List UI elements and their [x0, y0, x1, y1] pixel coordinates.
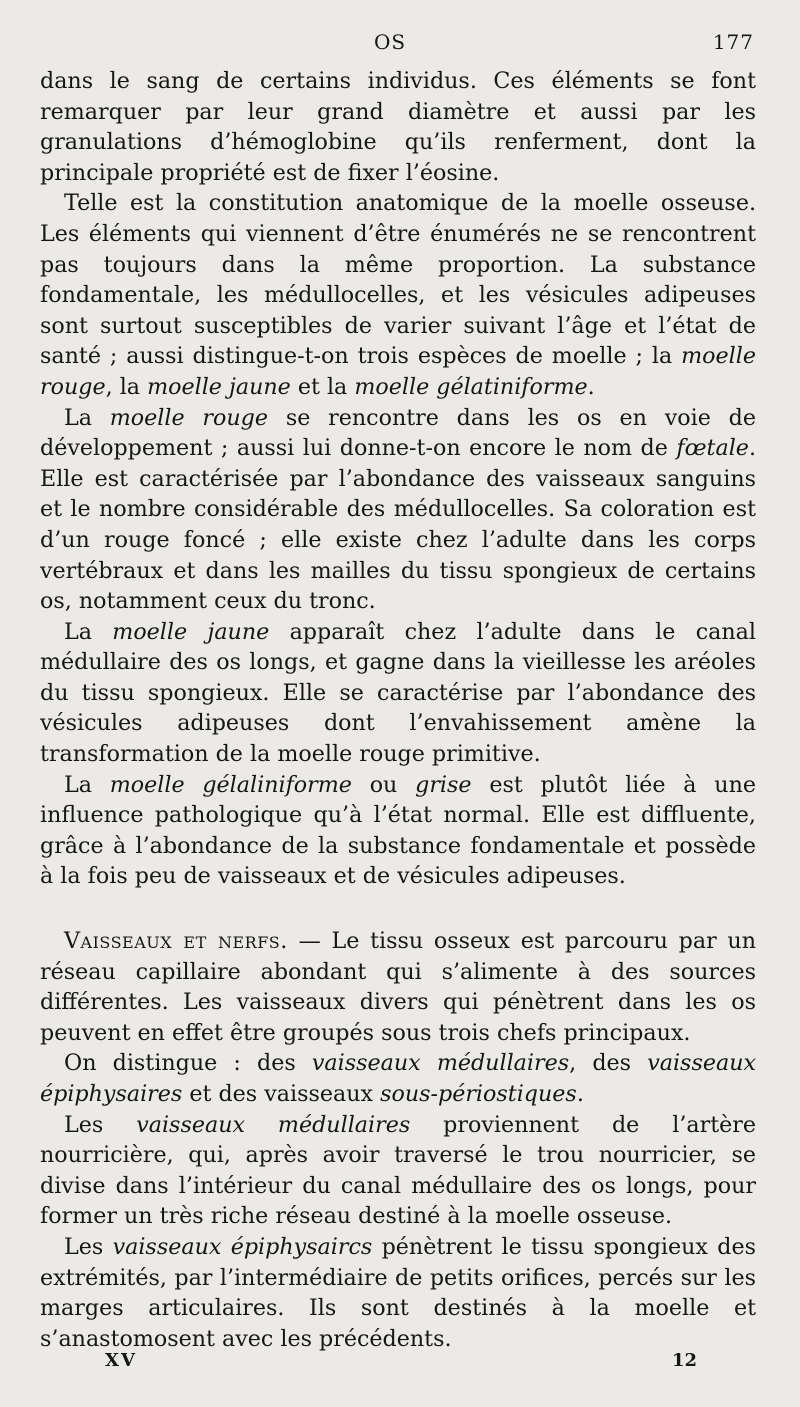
- paragraph: [40, 770, 756, 892]
- text-run: se rencontre dans les os en voie de développement ; aussi lui donne-t-on encore le nom de: [40, 404, 757, 462]
- paragraph: [40, 188, 756, 402]
- italic-term: moelle rouge: [40, 343, 756, 400]
- text-run: Les: [64, 1233, 113, 1260]
- running-head: [0, 30, 800, 58]
- running-title: OS: [374, 30, 407, 54]
- paragraph: [40, 617, 756, 770]
- text-run: .: [587, 373, 595, 400]
- text-run: La: [64, 404, 110, 431]
- text-run: — Le tissu osseux est parcouru par un réseau capillaire abondant qui s’alimente à des sources différentes. Les vaisseaux divers qui pénètrent dans les os peuvent en effet être groupés sous trois chefs principaux.: [40, 928, 756, 1046]
- italic-term: moelle rouge: [109, 404, 269, 431]
- text-run: La: [64, 771, 110, 798]
- sheet-number: 12: [672, 1350, 698, 1371]
- text-run: ou: [351, 771, 416, 798]
- text-run: , la: [105, 373, 148, 400]
- text-run: Telle est la constitution anatomique de la moelle osseuse. Les éléments qui viennent d’être énumérés ne se rencontrent pas toujours dans la même proportion. La substance fondamentale, les médullocelles, et les vésicules adipeuses sont surtout susceptibles de varier suivant l’âge et l’état de santé ; aussi distingue-t-on trois espèces de moelle ; la: [40, 190, 756, 370]
- text-run: proviennent de l’artère nourricière, qui, après avoir traversé le trou nourricier, se divise dans l’intérieur du canal médullaire des os longs, pour former un très riche réseau destiné à la moelle osseuse.: [40, 1111, 756, 1230]
- italic-term: vaisseaux épiphysaircs: [112, 1233, 373, 1260]
- italic-term: moelle jaune: [112, 618, 270, 645]
- page-number: 177: [712, 30, 754, 54]
- italic-term: vaisseaux médullaires: [311, 1050, 570, 1077]
- italic-term: moelle gélaliniforme: [109, 771, 352, 798]
- text-run: Les: [64, 1111, 137, 1138]
- text-run: On distingue : des: [64, 1050, 312, 1077]
- italic-term: grise: [415, 771, 472, 798]
- text-run: , des: [569, 1050, 648, 1077]
- paragraph: [40, 926, 756, 1048]
- italic-term: vaisseaux médullaires: [136, 1111, 411, 1138]
- paragraph: [40, 1232, 756, 1354]
- paragraph: [40, 66, 756, 188]
- text-run: est plutôt liée à une influence pathologique qu’à l’état normal. Elle est diffluente, grâce à l’abondance de la substance fondamentale et possède à la fois peu de vaisseaux et de vésicules adipeuses.: [40, 771, 756, 890]
- signature-mark: XV: [105, 1350, 137, 1371]
- section-heading: Vaisseaux et nerfs.: [64, 928, 288, 955]
- paragraph: [40, 1048, 756, 1109]
- text-run: pénètrent le tissu spongieux des extrémités, par l’intermédiaire de petits orifices, percés sur les marges articulaires. Ils sont destinés à la moelle et s’anastomosent avec les précédents.: [40, 1233, 756, 1352]
- paragraph: [40, 403, 756, 617]
- text-run: dans le sang de certains individus. Ces éléments se font remarquer par leur grand diamètre et aussi par les granulations d’hémoglobine qu’ils renferment, dont la principale propriété est de fixer l’éosine.: [40, 68, 756, 186]
- italic-term: sous-périostiques: [380, 1081, 577, 1107]
- text-run: et des vaisseaux: [182, 1081, 381, 1107]
- text-run: La: [64, 618, 113, 645]
- text-run: .: [576, 1081, 584, 1107]
- page-footer: [0, 1350, 800, 1380]
- text-run: apparaît chez l’adulte dans le canal médullaire des os longs, et gagne dans la vieillesse les aréoles du tissu spongieux. Elle se caractérise par l’abondance des vésicules adipeuses dont l’envahissement amène la transformation de la moelle rouge primitive.: [40, 618, 756, 768]
- paragraph: [40, 1110, 756, 1232]
- italic-term: vaisseaux épiphysaires: [40, 1050, 756, 1107]
- italic-term: moelle jaune: [147, 373, 291, 400]
- italic-term: moelle gélatiniforme: [354, 373, 588, 400]
- body-text: [40, 66, 756, 1354]
- text-run: et la: [290, 373, 355, 400]
- italic-term: fœtale: [676, 435, 749, 462]
- text-run: . Elle est caractérisée par l’abondance des vaisseaux sanguins et le nombre considérable des médullocelles. Sa coloration est d’un rouge foncé ; elle existe chez l’adulte dans les corps vertébraux et dans les mailles du tissu spongieux de certains os, notamment ceux du tronc.: [40, 435, 756, 615]
